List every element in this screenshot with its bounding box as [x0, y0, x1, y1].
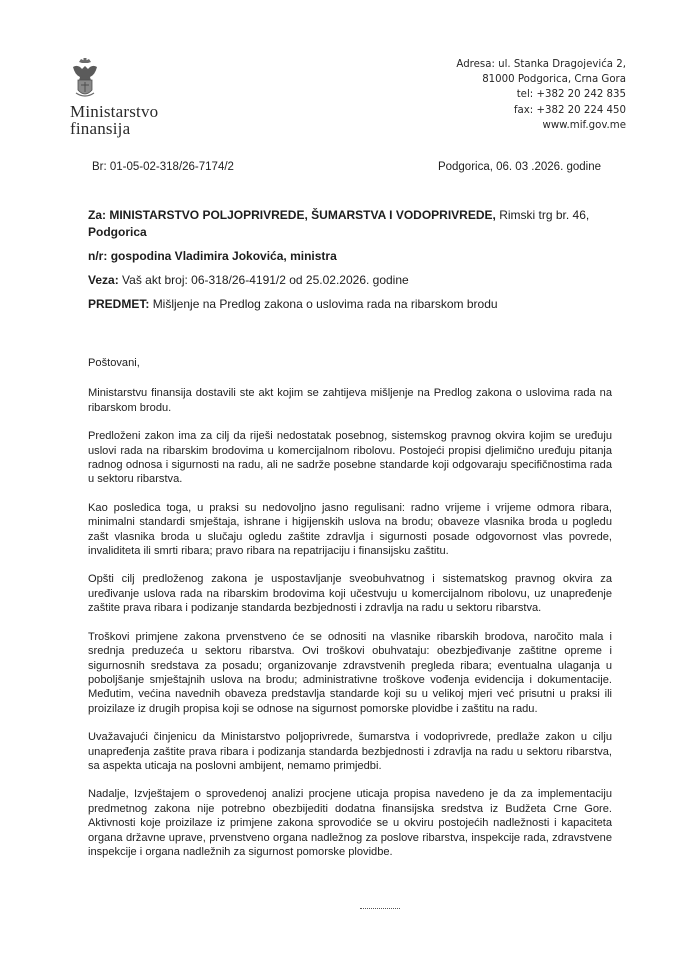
contact-address-block — [406, 57, 626, 133]
recipient-line — [88, 207, 610, 241]
fax-line: fax: +382 20 224 450 — [513, 104, 626, 116]
coat-of-arms-icon — [70, 58, 100, 100]
greeting: Poštovani, — [88, 357, 140, 369]
subject-label: PREDMET: — [88, 297, 150, 311]
recipient-label: Za: — [88, 208, 106, 222]
address-line: 81000 Podgorica, Crna Gora — [482, 74, 626, 86]
paragraph-budget: Nadalje, Izvještajem o sprovedenoj analizi procjene uticaja propisa navedeno je da za implementaciju predmetnog zakona nije potrebno obezbijediti dodatna finansijska sredstva iz Budžeta Crne Gore. Aktivnosti koje proizilaze iz primjene zakona sprovodiće se u okviru postojećih nadležnosti i kapaciteta organa državne uprave, prvenstveno organa nadležnog za poslove ribarstva, inspekcije rada, zdravstvene inspekcije i organa nadležnih za sigurnost pomorske plovidbe. — [88, 788, 612, 858]
reference-number: Br: 01-05-02-318/26-7174/2 — [92, 161, 234, 173]
addressee-block — [88, 207, 610, 320]
document-date: Podgorica, 06. 03 .2026. godine — [437, 161, 601, 173]
letter-body — [88, 356, 612, 873]
paragraph-intro: Ministarstvu finansija dostavili ste akt kojim se zahtijeva mišljenje na Predlog zakona o uslovima rada na ribarskom brodu. — [88, 387, 612, 414]
ministry-name — [70, 103, 158, 137]
subject-text: Mišljenje na Predlog zakona o uslovima rada na ribarskom brodu — [152, 297, 498, 311]
reference-label: Veza: — [88, 273, 119, 287]
website-line: www.mif.gov.me — [542, 119, 626, 131]
phone-line: tel: +382 20 242 835 — [516, 89, 626, 101]
paragraph-costs: Troškovi primjene zakona prvenstveno će se odnositi na vlasnike ribarskih brodova, naročito mala i srednja preduzeća u sektoru ribarstva. Ovi troškovi obuhvataju: obezbjeđivanje zaštitne opreme i sigurnosnih sredstava za posadu; organizovanje zdravstvenih pregleda ribara; eventualna ulaganja u poboljšanje smještajnih uslova na brodu; administrativne troškove vođenja evidencija i dokumentacije. Međutim, većina navednih obaveza predstavlja standarde koji su u velikoj mjeri već prisutni u praksi ili proizilaze iz drugih propisa koji se odnose na sigurnost pomorske plovidbe i zaštitu na radu. — [88, 630, 612, 715]
reference-line — [88, 272, 610, 289]
subject-line — [88, 296, 610, 313]
attention-line — [88, 248, 610, 265]
ministry-name-line1: Ministarstvo — [70, 102, 159, 121]
paragraph-purpose: Predloženi zakon ima za cilj da riješi nedostatak posebnog, sistemskog pravnog okvira kojim se uređuju uslovi rada na ribarskim brodovima u komercijalnom ribolovu. Postojeći propisi djelimično uređuju pitanja radnog odnosa i sigurnosti na radu, ali ne sadrže posebne standarde koji odgovaraju specifičnostima rada u sektoru ribarstva. — [88, 430, 612, 486]
paragraph-consequences: Kao posledica toga, u praksi su nedovoljno jasno regulisani: radno vrijeme i vrijeme odmora ribara, minimalni standardi smještaja, ishrane i higijenskih uslova na brodu; obaveze vlasnika broda u pogledu zašt vlasnika broda u slučaju ogledu zaštite zdravlja i sigurnosti posade odgovornost vlas povrede, invaliditeta ili smrti ribara; pravo ribara na repatrijaciju i finansijsku zaštitu. — [88, 501, 612, 558]
recipient-name: MINISTARSTVO POLJOPRIVREDE, ŠUMARSTVA I VODOPRIVREDE, — [109, 208, 496, 222]
reference-text: Vaš akt broj: 06-318/26-4191/2 od 25.02.2026. godine — [122, 273, 409, 287]
address-line: Adresa: ul. Stanka Dragojevića 2, — [456, 59, 626, 70]
paragraph-opinion: Uvažavajući činjenicu da Ministarstvo poljoprivrede, šumarstva i vodoprivrede, predlaže zakon u cilju unapređenja zaštite prava ribara i podizanja standarda bezbjednosti i zdravlja na radu u sektoru ribarstva, sa aspekta uticaja na poslovni ambijent, nemamo primjedbi. — [88, 731, 612, 772]
ministry-name-line2: finansija — [70, 119, 131, 138]
paragraph-goal: Opšti cilj predloženog zakona je uspostavljanje sveobuhvatnog i sistematskog pravnog okvira za uređivanje uslova rada na ribarskim brodovima koji učestvuju u komercijalnom ribolovu, uz unapređenje zaštite prava ribara i podizanje standarda bezbjednosti i zdravlja na radu u sektoru ribarstva. — [88, 573, 612, 615]
attention-name: gospodina Vladimira Jokovića, ministra — [110, 249, 337, 263]
attention-label: n/r: — [88, 249, 108, 263]
recipient-street: Rimski trg br. 46, — [499, 208, 590, 222]
recipient-city: Podgorica — [88, 225, 147, 239]
page-divider — [360, 908, 400, 913]
